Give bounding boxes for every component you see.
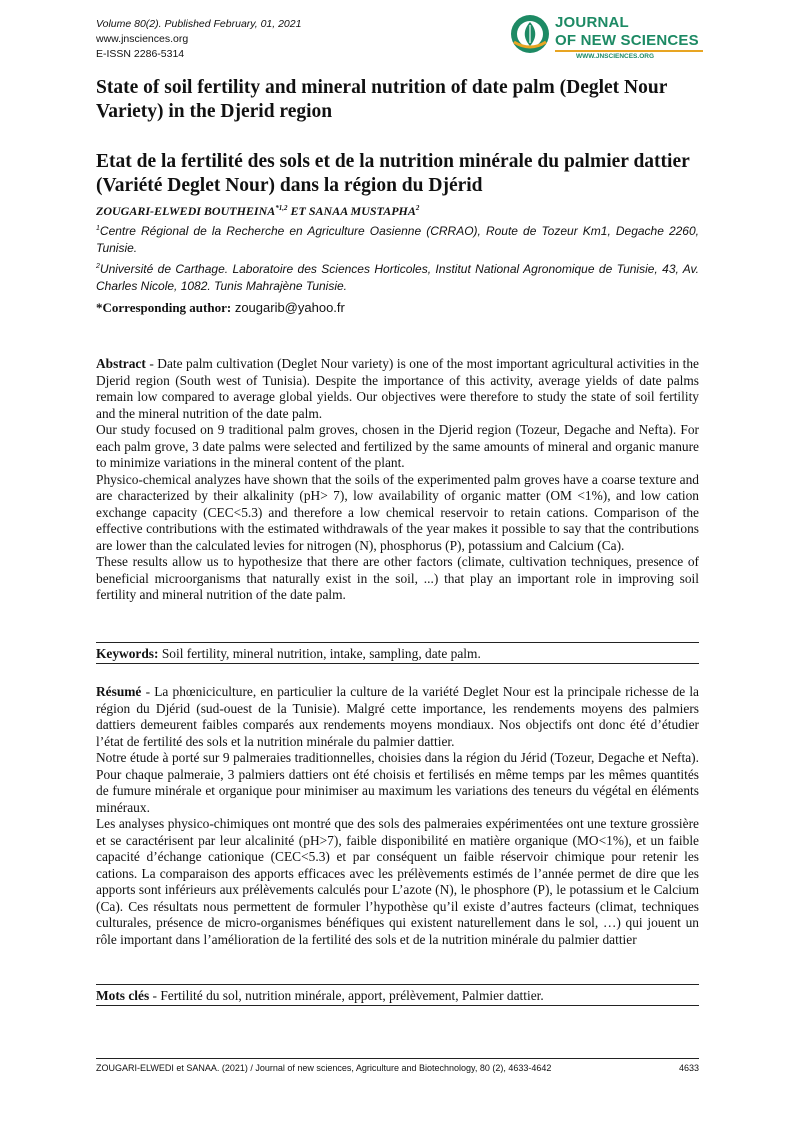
resume-paragraph-1 [96,684,699,750]
affiliation-1-text: Centre Régional de la Recherche en Agriculture Oasienne (CRRAO), Route de Tozeur Km1, Degache 2260, Tunisie. [96,224,699,255]
keywords-bottom-rule [96,663,699,664]
logo-website: WWW.JNSCIENCES.ORG [576,53,655,60]
abstract-section [96,356,699,604]
page-number: 4633 [678,1063,699,1073]
mots-cles-line [96,988,699,1004]
mots-cles-top-rule [96,984,699,985]
journal-header-meta [96,17,301,62]
affiliation-1 [96,220,699,257]
logo-line-new-sciences: OF NEW SCIENCES [555,32,699,49]
keywords-line [96,646,699,662]
corresponding-email[interactable]: zougarib@yahoo.fr [231,300,345,315]
logo-line-journal: JOURNAL [555,14,629,31]
abstract-paragraph-2: Our study focused on 9 traditional palm groves, chosen in the Djerid region (Tozeur, Degache and Nefta). For each palm grove, 3 date palms were selected and fertilized by the same amounts of mineral and organic manure to minimize variations in the mineral content of the plant. [96,422,699,470]
journal-website: www.jnsciences.org [96,33,189,45]
abstract-label: Abstract [96,356,146,371]
mots-cles-label: Mots clés [96,988,150,1003]
page-footer [96,1063,699,1073]
author-1: ZOUGARI-ELWEDI BOUTHEINA [96,204,276,218]
resume-paragraph-2: Notre étude à porté sur 9 palmeraies traditionnelles, choisies dans la région du Jérid (Tozeur, Degache et Nefta). Pour chaque palmeraie, 3 palmiers dattiers ont été choisis et fertilisés en même temps par les mêmes quantités de fumure minérale et organique pour minimiser au maximum les variations des teneurs du végétal en éléments minéraux. [96,750,699,815]
leaf-globe-icon [508,12,552,56]
mots-cles-text: - Fertilité du sol, nutrition minérale, apport, prélèvement, Palmier dattier. [149,988,544,1003]
affiliation-2-num: 2 [96,263,100,270]
author-2: SANAA MUSTAPHA [308,204,416,218]
mots-cles-bottom-rule [96,1005,699,1006]
abstract-paragraph-3: Physico-chemical analyzes have shown that the soils of the experimented palm groves have a coarse texture and are characterized by their alkalinity (pH> 7), low availability of organic matter (OM <1%), and low cation exchange capacity (CEC<5.3) and therefore a low chemical reservoir to retain cations. Comparison of the effective contributions with the estimated withdrawals of the year makes it possible to say that the contributions are lower than the calculated levies for nitrogen (N), phosphorus (P), potassium and Calcium (Ca). [96,471,699,553]
resume-label: Résumé [96,684,142,699]
author-list [96,204,419,219]
abstract-paragraph-1 [96,356,699,422]
title-english: State of soil fertility and mineral nutrition of date palm (Deglet Nour Variety) in the Djerid region [96,77,668,122]
author-1-affil: *1,2 [275,204,288,212]
affiliation-1-num: 1 [96,225,100,232]
author-connector: ET [287,204,309,218]
abstract-paragraph-4: These results allow us to hypothesize that there are other factors (climate, cultivation techniques, presence of beneficial microorganisms that naturally exist in the soil, ...) that play an important role in improving soil fertility and mineral nutrition of the date palm. [96,554,699,602]
abstract-text-1: - Date palm cultivation (Deglet Nour variety) is one of the most important agricultural activities in the Djerid region (South west of Tunisia). Despite the importance of this activity, average yields of date palms remain low compared to average global yields. Our objectives were therefore to study the state of soil fertility and the mineral nutrition of the date palm. [96,356,699,421]
author-2-affil: 2 [415,204,420,212]
corresponding-label: *Corresponding author: [96,300,232,315]
volume-info: Volume 80(2). Published February, 01, 2021 [96,18,302,30]
keywords-top-rule [96,642,699,643]
footer-citation: ZOUGARI-ELWEDI et SANAA. (2021) / Journal of new sciences, Agriculture and Biotechnology, 80 (2), 4633-4642 [96,1063,552,1073]
resume-section [96,684,699,948]
resume-paragraph-3: Les analyses physico-chimiques ont montré que des sols des palmeraies expérimentées ont une texture grossière et se caractérisent par leur alcalinité (pH>7), faible disponibilité en matière organique (MO<1%), et un faible capacité d’échange cationique (CEC<5.3) et par conséquent un faible réservoir chimique pour retenir les cations. La comparaison des apports efficaces avec les prélèvements estimés de l’année permet de dire que les apports sont inférieurs aux prélèvements calculés pour L’azote (N), le phosphore (P), le potassium et le Calcium (Ca). Ces résultats nous permettent de formuler l’hypothèse qu’il existe d’autres facteurs (climat, techniques culturales, présence de micro-organismes bénéfiques qui existent naturellement dans le sol, …) qui jouent un rôle important dans l’amélioration de la fertilité des sols et de la nutrition minérale du palmier dattier [96,816,699,947]
logo-underline [555,50,703,52]
keywords-label: Keywords: [96,646,159,661]
title-french: Etat de la fertilité des sols et de la nutrition minérale du palmier dattier (Variété Deglet Nour) dans la région du Djérid [96,151,690,196]
corresponding-author [96,300,345,316]
affiliation-2 [96,258,699,295]
journal-issn: E-ISSN 2286-5314 [96,48,185,60]
keywords-text: Soil fertility, mineral nutrition, intake, sampling, date palm. [158,646,481,661]
affiliation-2-text: Université de Carthage. Laboratoire des Sciences Horticoles, Institut National Agronomique de Tunisie, 43, Av. Charles Nicole, 1082. Tunis Mahrajène Tunisie. [96,262,699,293]
footer-rule [96,1058,699,1059]
resume-text-1: - La phœniciculture, en particulier la culture de la variété Deglet Nour est la principale richesse de la région du Djérid (sud-ouest de la Tunisie). Malgré cette importance, les rendements moyens des palmiers dattiers demeurent faibles comparés aux rendements moyens mondiaux. Nos objectifs ont donc été d’étudier l’état de fertilité des sols et la nutrition minérale du palmier dattier. [96,684,699,749]
journal-logo [508,12,704,68]
